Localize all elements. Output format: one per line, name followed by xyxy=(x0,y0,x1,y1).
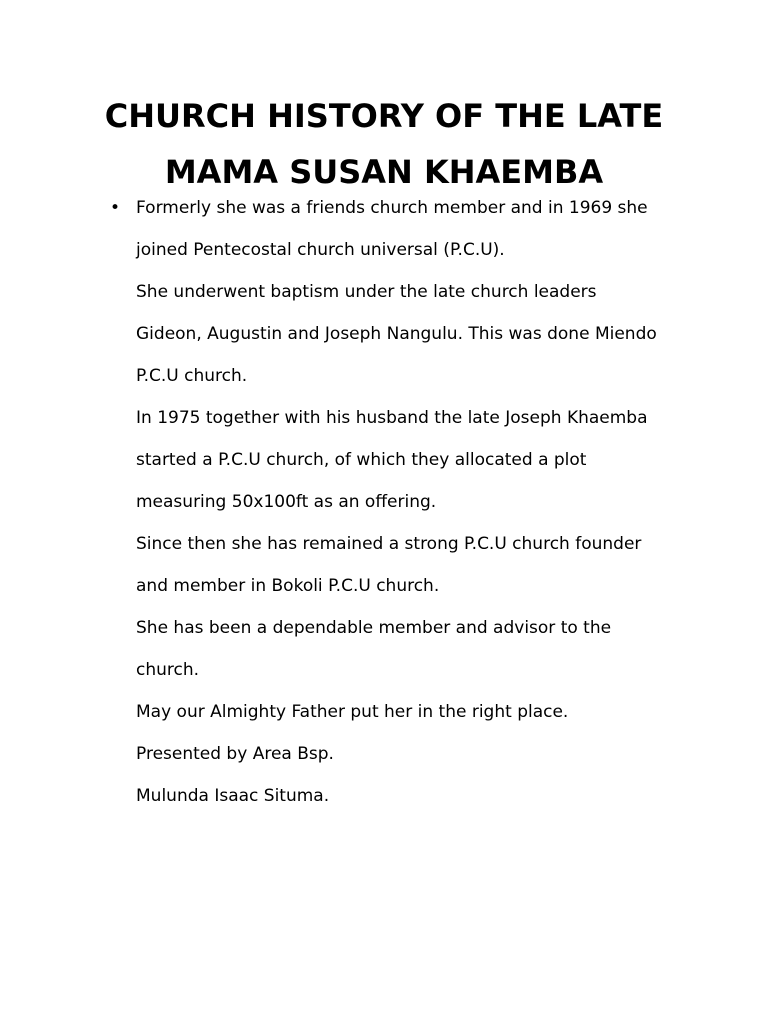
history-list xyxy=(0,187,768,817)
title-line-1: CHURCH HISTORY OF THE LATE xyxy=(104,97,664,135)
text-line: In 1975 together with his husband the late Joseph Khaemba xyxy=(136,408,648,428)
text-line: started a P.C.U church, of which they allocated a plot xyxy=(136,450,587,470)
title-line-2: MAMA SUSAN KHAEMBA xyxy=(164,153,604,191)
text-line: Mulunda Isaac Situma. xyxy=(136,786,330,806)
text-line: Gideon, Augustin and Joseph Nangulu. This was done Miendo xyxy=(136,324,657,344)
bullet-icon: • xyxy=(110,198,121,218)
list-item xyxy=(0,187,768,817)
text-line: church. xyxy=(136,660,200,680)
text-line: and member in Bokoli P.C.U church. xyxy=(136,576,440,596)
text-line: Since then she has remained a strong P.C.U church founder xyxy=(136,534,642,554)
text-line: She has been a dependable member and advisor to the xyxy=(136,618,612,638)
text-line: P.C.U church. xyxy=(136,366,248,386)
text-line: She underwent baptism under the late church leaders xyxy=(136,282,597,302)
text-line: Presented by Area Bsp. xyxy=(136,744,334,764)
text-line: May our Almighty Father put her in the right place. xyxy=(136,702,569,722)
text-line: Formerly she was a friends church member and in 1969 she xyxy=(136,198,648,218)
text-line: measuring 50x100ft as an offering. xyxy=(136,492,437,512)
text-line: joined Pentecostal church universal (P.C.U). xyxy=(136,240,505,260)
document-title xyxy=(0,88,768,200)
